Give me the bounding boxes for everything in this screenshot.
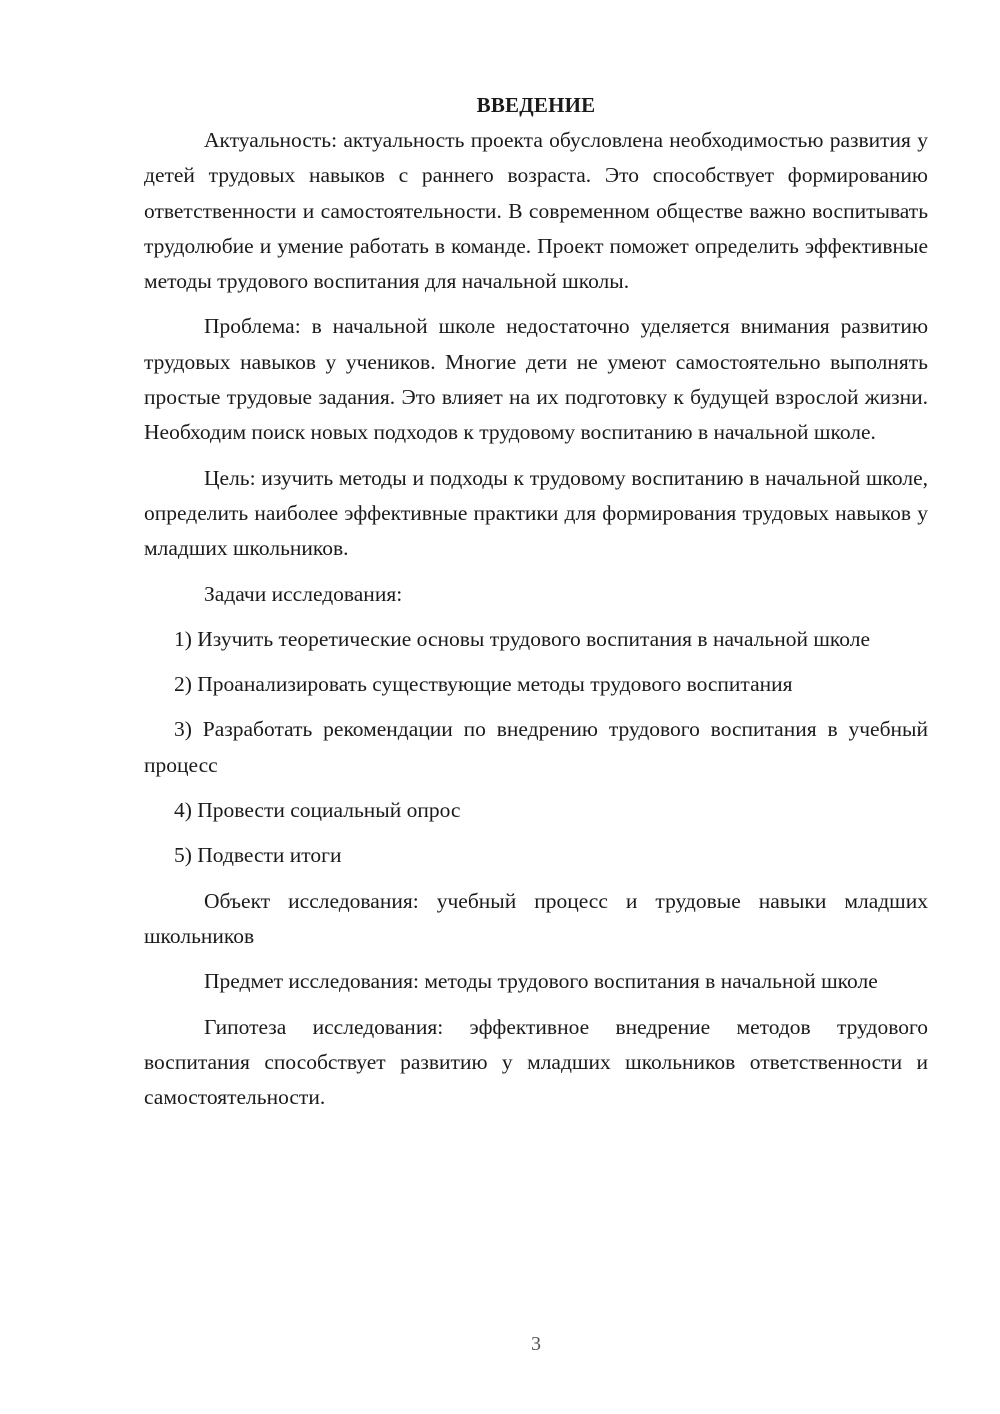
- task-item-2: 2) Проанализировать существующие методы трудового воспитания: [174, 672, 793, 697]
- task-item-1: 1) Изучить теоретические основы трудового воспитания в начальной школе: [174, 626, 871, 651]
- page-number: 3: [531, 1333, 541, 1355]
- paragraph-goal: Цель: изучить методы и подходы к трудовому воспитанию в начальной школе, определить наиболее эффективные практики для формирования трудовых навыков у младших школьников.: [144, 465, 928, 561]
- paragraph-subject: Предмет исследования: методы трудового воспитания в начальной школе: [204, 969, 878, 994]
- task-item-3: 3) Разработать рекомендации по внедрению трудового воспитания в учебный процесс: [144, 717, 928, 777]
- task-item-5: 5) Подвести итоги: [174, 843, 342, 868]
- paragraph-problem: Проблема: в начальной школе недостаточно уделяется внимания развитию трудовых навыков у учеников. Многие дети не умеют самостоятельно выполнять простые трудовые задания. Это влияет на их подготовку к будущей взрослой жизни. Необходим поиск новых подходов к трудовому воспитанию в начальной школе.: [144, 314, 928, 445]
- paragraph-tasks-heading: Задачи исследования:: [204, 581, 403, 606]
- paragraph-relevance: Актуальность: актуальность проекта обусловлена необходимостью развития у детей трудовых навыков с раннего возраста. Это способствует формированию ответственности и самостоятельности. В современном обществе важно воспитывать трудолюбие и умение работать в команде. Проект поможет определить эффективные методы трудового воспитания для начальной школы.: [144, 128, 928, 294]
- task-item-4: 4) Провести социальный опрос: [174, 798, 461, 823]
- paragraph-hypothesis: Гипотеза исследования: эффективное внедрение методов трудового воспитания способствует развитию у младших школьников ответственности и самостоятельности.: [144, 1014, 928, 1110]
- paragraph-object: Объект исследования: учебный процесс и трудовые навыки младших школьников: [144, 888, 928, 948]
- page-title: ВВЕДЕНИЕ: [476, 93, 596, 117]
